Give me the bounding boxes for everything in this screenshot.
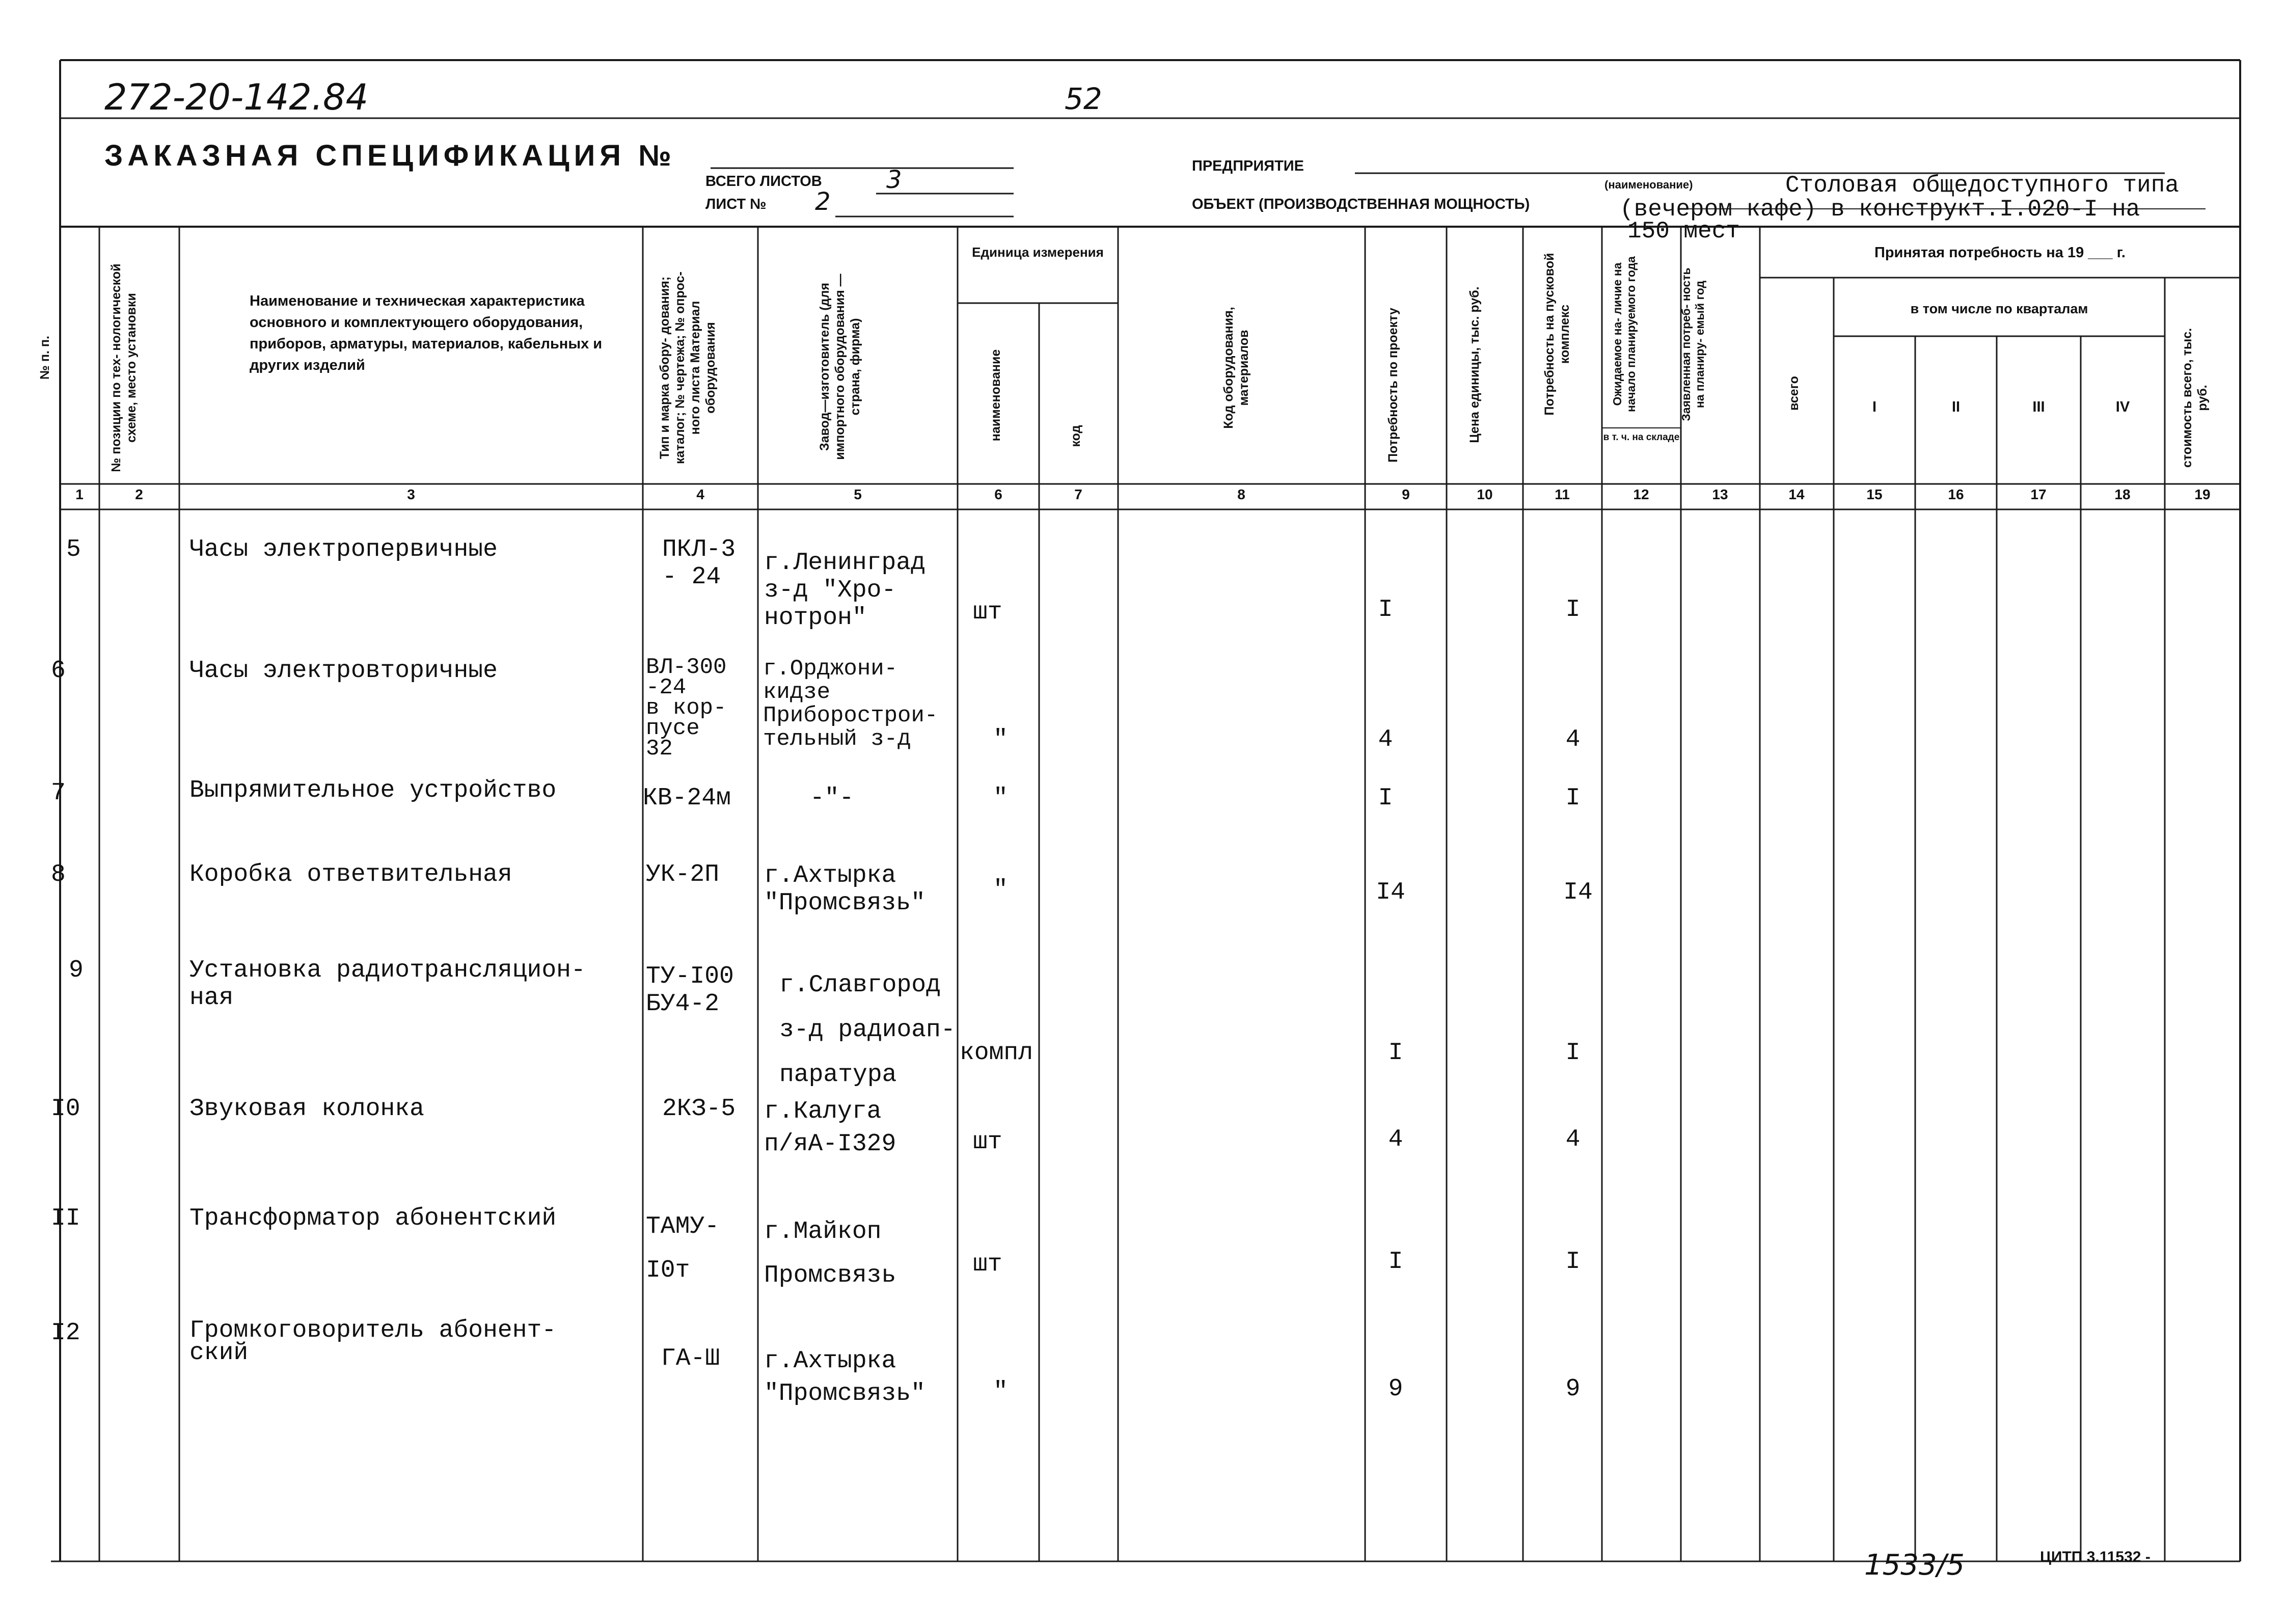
row-9-number: 9 <box>69 957 84 984</box>
col-header-q2: II <box>1951 399 1961 415</box>
page-number: 52 <box>1065 82 1102 116</box>
row-10-start: 4 <box>1565 1126 1581 1153</box>
row-5-unit: шт <box>973 599 1002 626</box>
col-number-18: 18 <box>2114 486 2131 502</box>
row-9-need: I <box>1388 1039 1403 1067</box>
col-number-4: 4 <box>696 486 704 502</box>
row-12-maker: г.Ахтырка "Промсвязь" <box>764 1347 926 1408</box>
col-number-8: 8 <box>1237 486 1245 502</box>
col-number-13: 13 <box>1712 486 1728 502</box>
col-header-1: № п. п. <box>38 336 52 380</box>
col-header-3: Наименование и техническая характеристика основного и комплектующего оборудования, приборов, арматуры, материалов, кабельных и других изделий <box>250 293 603 373</box>
col-number-16: 16 <box>1948 486 1964 502</box>
col-header-11: Потребность на пусковой комплекс <box>1542 253 1572 416</box>
row-10-maker: г.Калуга п/яА-I329 <box>764 1098 896 1158</box>
col-header-13: Заявленная потреб- ность на планиру- емый год <box>1679 267 1706 421</box>
col-header-19: стоимость всего, тыс. руб. <box>2180 328 2210 468</box>
col-header-5: Завод—изготовитель (для импортного оборудования —страна, фирма) <box>818 274 862 460</box>
object-name-line-1: Столовая общедоступного типа <box>1785 172 2179 199</box>
row-7-name: Выпрямительное устройство <box>189 777 557 804</box>
row-7-number: 7 <box>51 779 66 807</box>
row-5-type: ПКЛ-3 - 24 <box>662 536 736 591</box>
row-8-number: 8 <box>51 861 66 888</box>
col-number-17: 17 <box>2030 486 2047 502</box>
row-12-start: 9 <box>1565 1375 1581 1403</box>
col-header-7: код <box>1069 425 1083 447</box>
col-header-2: № позиции по тех- нологической схеме, место установки <box>109 263 139 472</box>
col-header-12: Ожидаемое на- личие на начало планируемого года <box>1611 256 1638 412</box>
col-number-6: 6 <box>994 486 1002 502</box>
document-title: ЗАКАЗНАЯ СПЕЦИФИКАЦИЯ № <box>104 139 676 172</box>
row-5-number: 5 <box>66 536 81 563</box>
row-11-type: ТАМУ- I0т <box>646 1213 720 1284</box>
row-6-unit: " <box>993 726 1008 753</box>
row-6-start: 4 <box>1565 726 1581 753</box>
object-label: ОБЪЕКТ (ПРОИЗВОДСТВЕННАЯ МОЩНОСТЬ) <box>1192 196 1530 212</box>
row-10-name: Звуковая колонка <box>189 1095 424 1123</box>
row-8-type: УК-2П <box>646 861 720 888</box>
row-5-maker: г.Ленинград з-д "Хро- нотрон" <box>764 549 926 632</box>
quarters-group-header: в том числе по кварталам <box>1910 301 2088 316</box>
row-11-unit: шт <box>973 1251 1002 1278</box>
row-7-maker: -"- <box>810 784 854 812</box>
row-12-unit: " <box>993 1378 1008 1405</box>
row-9-type: ТУ-I00 БУ4-2 <box>646 963 734 1018</box>
row-9-name: Установка радиотрансляцион- ная <box>189 957 586 1012</box>
col-number-11: 11 <box>1555 486 1570 502</box>
col-number-14: 14 <box>1788 486 1805 502</box>
row-8-need: I4 <box>1376 879 1405 906</box>
handwritten-number: 1533/5 <box>1864 1549 1965 1582</box>
row-10-type: 2КЗ-5 <box>662 1095 736 1123</box>
col-header-4: Тип и марка обору- дования; каталог; № чертежа; № опрос- ного листа Материал оборудования <box>658 272 718 464</box>
row-6-maker: г.Орджони- кидзе Приборострои- тельный з-д <box>763 656 938 752</box>
col-number-7: 7 <box>1074 486 1082 502</box>
row-11-maker: г.Майкоп Промсвязь <box>764 1218 896 1289</box>
col-header-9: Потребность по проекту <box>1386 308 1400 463</box>
row-8-unit: " <box>993 876 1008 904</box>
col-header-q1: I <box>1872 399 1877 415</box>
row-5-need: I <box>1378 596 1393 624</box>
row-11-number: II <box>51 1205 80 1232</box>
print-code: ЦИТП 3.11532 - <box>2040 1549 2151 1565</box>
col-header-q4: IV <box>2115 399 2130 415</box>
col-number-19: 19 <box>2194 486 2211 502</box>
sheet-label: ЛИСТ № <box>705 196 767 212</box>
row-7-start: I <box>1565 784 1581 812</box>
row-12-number: I2 <box>51 1319 80 1347</box>
row-12-need: 9 <box>1388 1375 1403 1403</box>
row-6-name: Часы электровторичные <box>189 657 498 685</box>
row-10-number: I0 <box>51 1095 80 1123</box>
row-8-name: Коробка ответвительная <box>189 861 512 888</box>
row-12-type: ГА-Ш <box>661 1345 720 1372</box>
total-sheets-label: ВСЕГО ЛИСТОВ <box>705 173 822 190</box>
row-9-start: I <box>1565 1039 1581 1067</box>
row-5-name: Часы электропервичные <box>189 536 498 563</box>
col-header-8: Код оборудования, материалов <box>1221 307 1251 429</box>
sheet-value: 2 <box>815 187 831 216</box>
document-code: 272-20-142.84 <box>104 76 369 118</box>
object-name-line-2: (вечером кафе) в конструкт.I.020-I на <box>1620 196 2140 223</box>
row-11-start: I <box>1565 1248 1581 1276</box>
object-name-line-3: 150 мест <box>1627 218 1740 245</box>
row-10-need: 4 <box>1388 1126 1403 1153</box>
col-header-q3: III <box>2032 399 2045 415</box>
row-7-need: I <box>1378 784 1393 812</box>
total-sheets-value: 3 <box>886 166 902 194</box>
col-number-9: 9 <box>1402 486 1410 502</box>
row-6-type: ВЛ-300 -24 в кор- пусе 32 <box>646 655 727 762</box>
row-8-start: I4 <box>1563 879 1593 906</box>
row-7-type: КВ-24м <box>643 784 731 812</box>
row-6-number: 6 <box>51 657 66 685</box>
col-number-12: 12 <box>1633 486 1649 502</box>
row-6-need: 4 <box>1378 726 1393 753</box>
row-7-unit: " <box>993 784 1008 812</box>
col-header-6: наименование <box>989 349 1003 442</box>
row-11-name: Трансформатор абонентский <box>189 1205 557 1232</box>
col-header-12-stock: в т. ч. на складе <box>1603 432 1680 443</box>
col-number-15: 15 <box>1866 486 1883 502</box>
unit-group-header: Единица измерения <box>972 245 1104 260</box>
row-9-maker: г.Славгород з-д радиоап- паратура <box>779 971 956 1089</box>
col-number-5: 5 <box>854 486 862 502</box>
col-header-10: Цена единицы, тыс. руб. <box>1467 286 1482 443</box>
col-header-14: всего <box>1787 376 1801 411</box>
row-5-start: I <box>1565 596 1581 624</box>
col-number-3: 3 <box>407 486 415 502</box>
col-number-10: 10 <box>1477 486 1493 502</box>
row-8-maker: г.Ахтырка "Промсвязь" <box>764 862 926 917</box>
col-number-2: 2 <box>135 486 143 502</box>
accepted-need-header: Принятая потребность на 19 ___ г. <box>1874 245 2126 261</box>
enterprise-label: ПРЕДПРИЯТИЕ <box>1192 158 1304 174</box>
col-number-1: 1 <box>75 486 84 502</box>
row-9-unit: компл <box>960 1039 1033 1067</box>
row-10-unit: шт <box>973 1128 1002 1156</box>
row-11-need: I <box>1388 1248 1403 1276</box>
name-caption: (наименование) <box>1604 178 1693 191</box>
row-12-name: Громкоговоритель абонент- ский <box>189 1317 557 1367</box>
